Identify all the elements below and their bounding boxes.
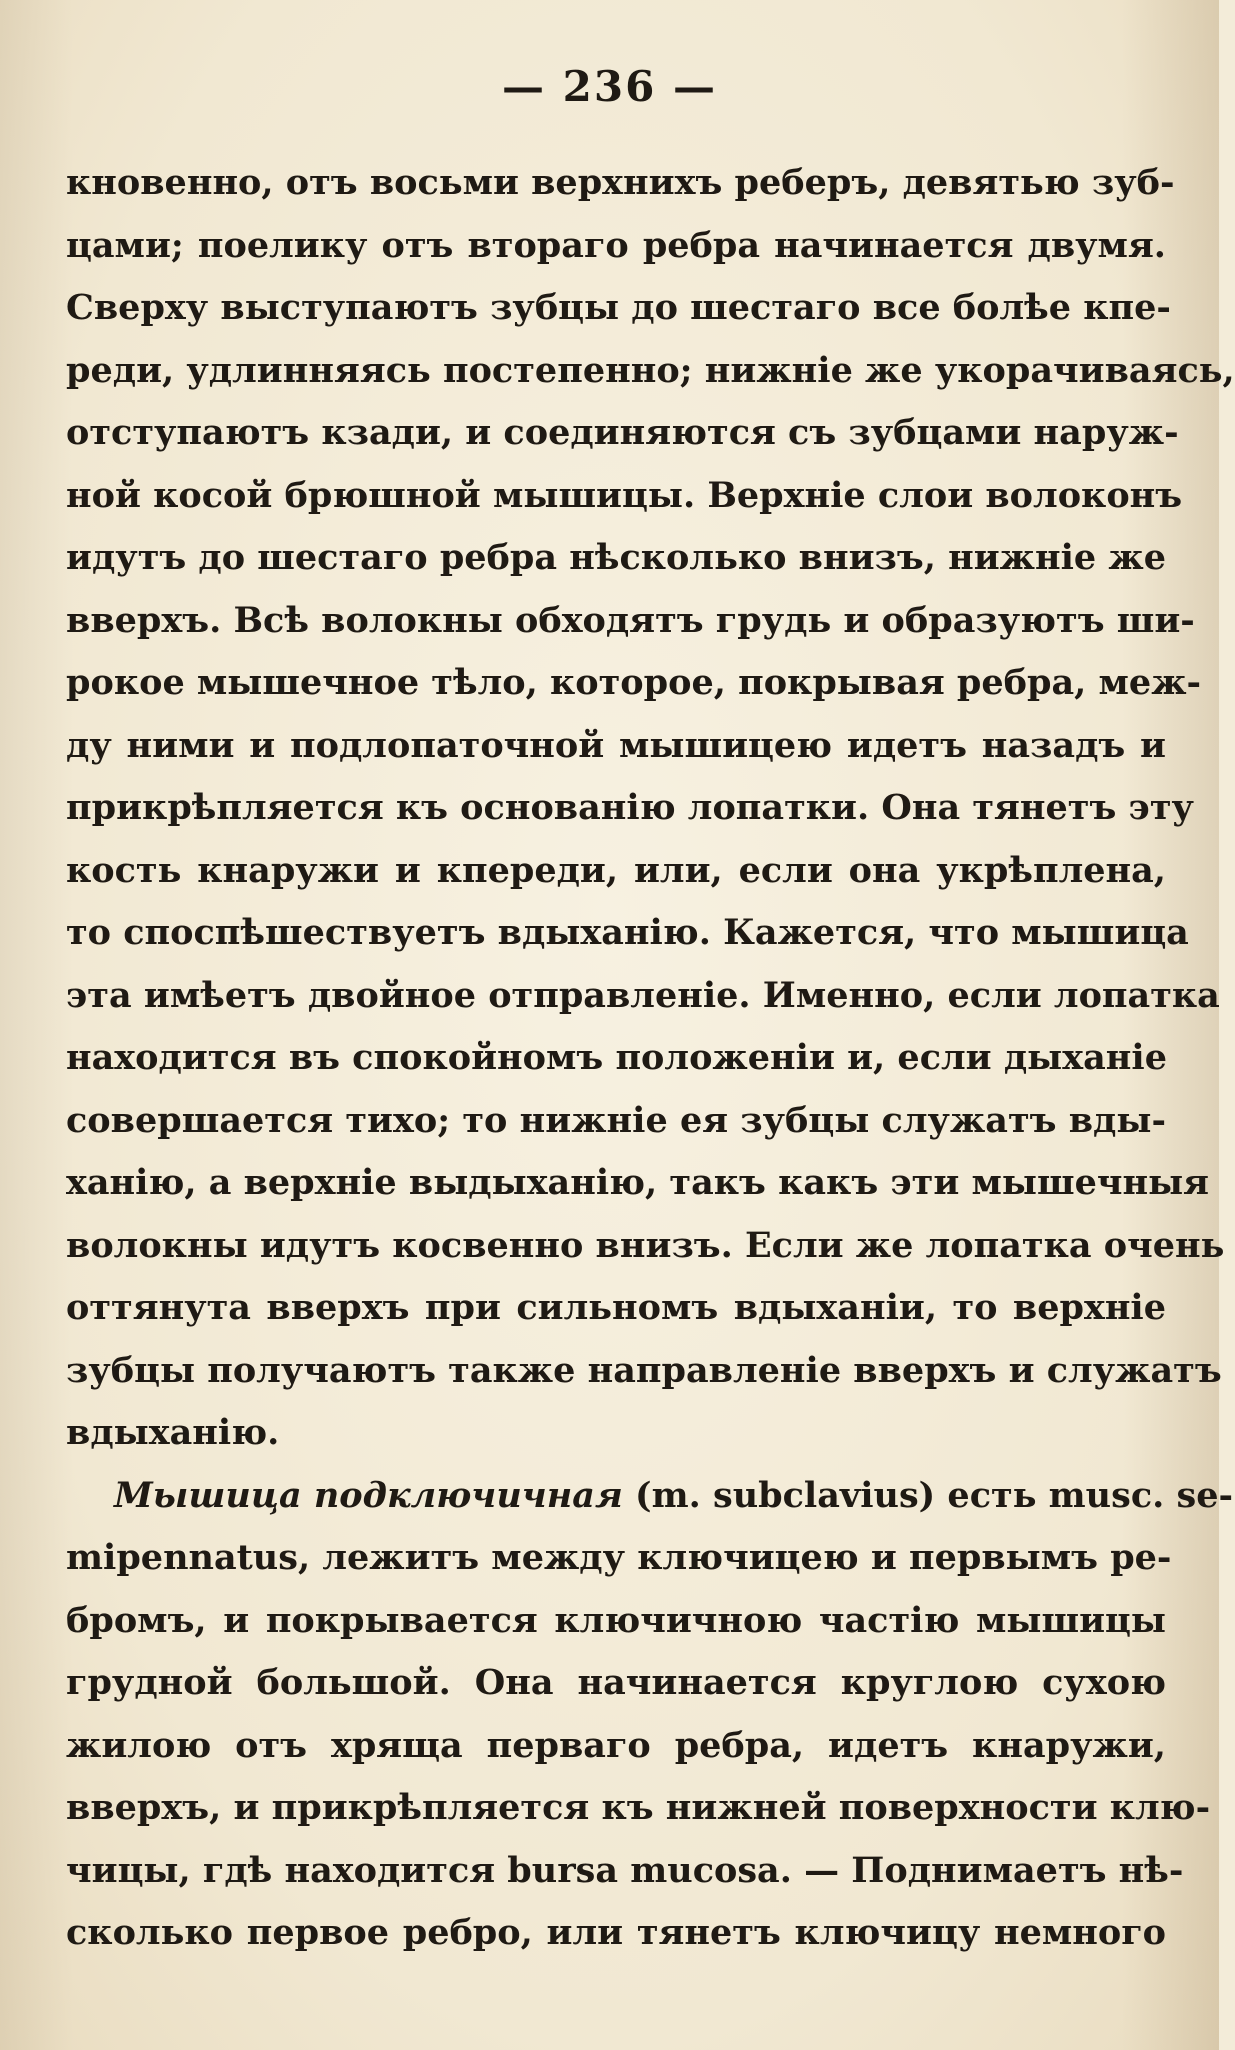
text-line: вверхъ. Всѣ волокны обходятъ грудь и образуютъ ши- — [66, 599, 1195, 641]
text-line: ной косой брюшной мышицы. Верхнiе слои волоконъ — [66, 474, 1183, 516]
text-line: ду ними и подлопаточной мышицею идетъ назадъ и — [66, 724, 1166, 766]
text-line: кость кнаружи и кпереди, или, если она укрѣплена, — [66, 849, 1166, 891]
text-line: эта имѣетъ двойное отправленiе. Именно, если лопатка — [66, 974, 1220, 1016]
text-line: отступаютъ кзади, и соединяются съ зубцами наруж- — [66, 412, 1179, 453]
page-number: — 236 — — [502, 62, 717, 111]
text-line: кновенно, отъ восьми верхнихъ реберъ, девятью зуб- — [66, 162, 1175, 203]
text-line: реди, удлинняясь постепенно; нижнiе же укорачиваясь, — [66, 349, 1235, 391]
text-line: цами; поелику отъ втораго ребра начинается двумя. — [66, 224, 1166, 266]
text-line: находится въ спокойномъ положенiи и, если дыханiе — [66, 1037, 1167, 1078]
text-line: Сверху выступаютъ зубцы до шестаго все болѣе кпе- — [66, 287, 1171, 328]
text-line: совершается тихо; то нижнiе ея зубцы служатъ вды- — [66, 1099, 1166, 1141]
text-line: чицы, гдѣ находится bursa mucosa. — Поднимаетъ нѣ- — [66, 1849, 1184, 1891]
text-line: волокны идутъ косвенно внизъ. Если же лопатка очень — [66, 1224, 1225, 1266]
text-line: то споспѣшествуетъ вдыханiю. Кажется, что мышица — [66, 912, 1189, 953]
text-line: идутъ до шестаго ребра нѣсколько внизъ, нижнiе же — [66, 537, 1166, 578]
text-line: рокое мышечное тѣло, которое, покрывая ребра, меж- — [66, 662, 1202, 703]
text-line: вверхъ, и прикрѣпляется къ нижней поверхности клю- — [66, 1787, 1211, 1828]
body-text — [66, 152, 1235, 1965]
text-line: жилою отъ хряща перваго ребра, идетъ кнаружи, — [66, 1724, 1166, 1766]
text-line: зубцы получаютъ также направленiе вверхъ и служатъ — [66, 1349, 1222, 1391]
text-line: вдыханiю. — [66, 1412, 280, 1453]
section-term: Мышица подключичная — [114, 1474, 623, 1516]
text-line: грудной большой. Она начинается круглою сухою — [66, 1662, 1166, 1703]
text-fragment: (m. subclavius) есть musc. se- — [622, 1474, 1234, 1516]
text-line: mipennatus, лежитъ между ключицею и первымъ ре- — [66, 1537, 1172, 1578]
text-line: ханiю, а верхнiе выдыханiю, такъ какъ эти мышечныя — [66, 1162, 1210, 1203]
text-line: бромъ, и покрывается ключичною частiю мышицы — [66, 1599, 1166, 1641]
text-line — [66, 1465, 1234, 1528]
text-line: прикрѣпляется къ основанiю лопатки. Она тянетъ эту — [66, 787, 1194, 828]
paragraph-subclavius — [66, 1465, 1234, 1965]
text-line: сколько первое ребро, или тянетъ ключицу немного — [66, 1912, 1166, 1953]
text-line: оттянута вверхъ при сильномъ вдыханiи, то верхнiе — [66, 1287, 1166, 1328]
paragraph-serratus — [66, 152, 1235, 1465]
